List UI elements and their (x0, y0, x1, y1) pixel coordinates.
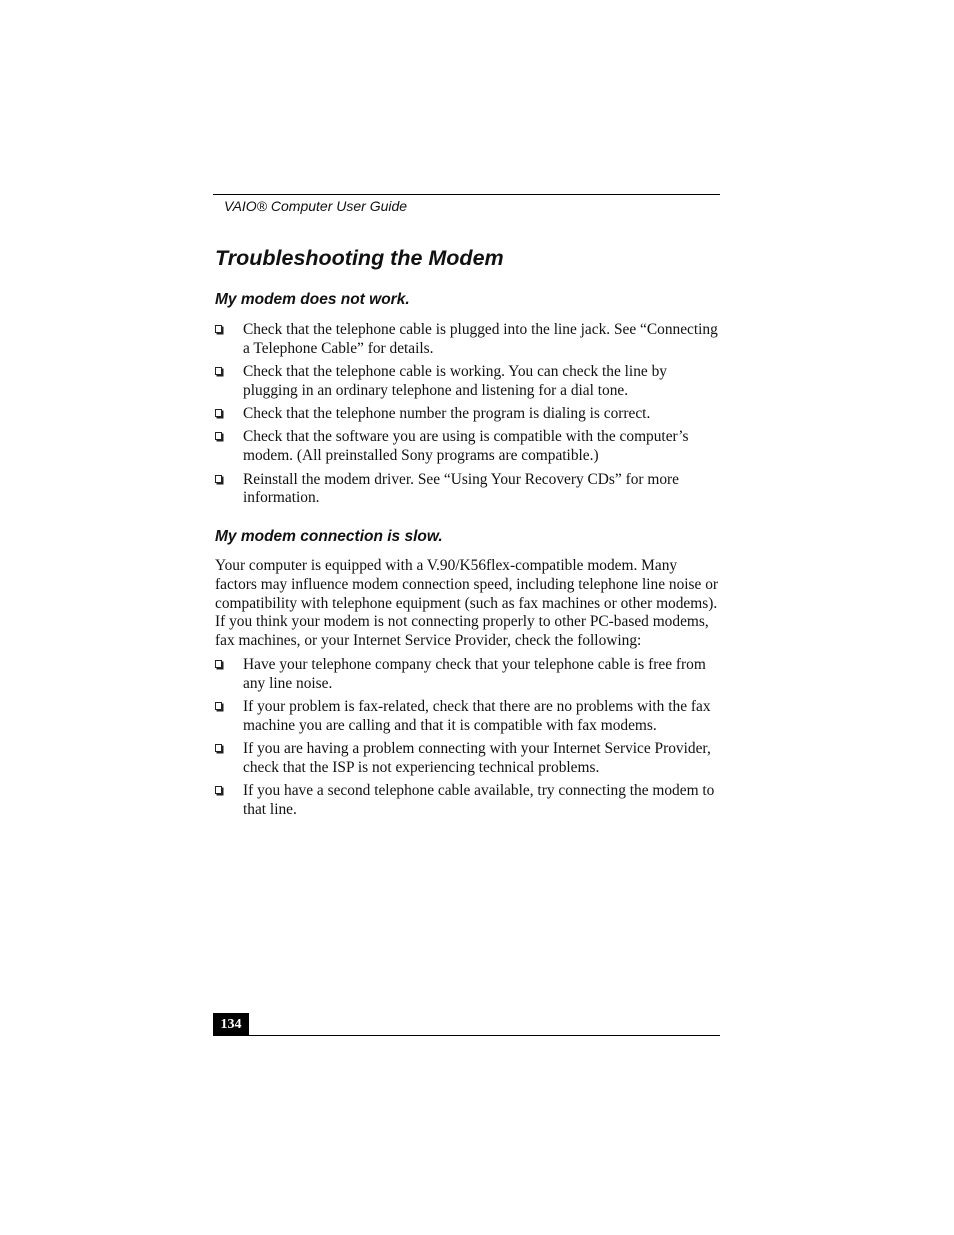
list-item-text: Have your telephone company check that your telephone cable is free from any line noise. (243, 656, 706, 692)
list-item-text: Check that the telephone cable is working. You can check the line by plugging in an ordinary telephone and listening for a dial tone. (243, 363, 667, 399)
checkbox-bullet-icon (215, 786, 222, 794)
list-item (215, 321, 720, 359)
list-item-text: Check that the software you are using is compatible with the computer’s modem. (All preinstalled Sony programs are compatible.) (243, 428, 689, 465)
list-item-text: If your problem is fax-related, check that there are no problems with the fax machine you are calling and that it is compatible with fax modems. (243, 698, 711, 734)
list-item-text: If you are having a problem connecting with your Internet Service Provider, check that the ISP is not experiencing technical problems. (243, 740, 711, 776)
checkbox-bullet-icon (215, 702, 222, 710)
list-item-text: If you have a second telephone cable available, try connecting the modem to that line. (243, 782, 715, 819)
list-item (215, 471, 720, 509)
list-item-text: Reinstall the modem driver. See “Using Your Recovery CDs” for more information. (243, 470, 679, 507)
checklist-modem-not-working (215, 321, 720, 513)
footer-rule (213, 1035, 720, 1036)
checkbox-bullet-icon (215, 409, 222, 417)
intro-paragraph: Your computer is equipped with a V.90/K56flex-compatible modem. Many factors may influence modem connection speed, including telephone line noise or compatibility with telephone equipment (such as fax machines or other modems). If you think your modem is not connecting properly to other PC-based modems, fax machines, or your Internet Service Provider, check the following: (215, 557, 719, 650)
checkbox-bullet-icon (215, 432, 222, 440)
section-heading-modem-not-working: My modem does not work. (215, 291, 410, 308)
checkbox-bullet-icon (215, 367, 222, 375)
list-item (215, 698, 720, 736)
checklist-connection-slow (215, 656, 720, 824)
page-title: Troubleshooting the Modem (215, 246, 504, 270)
checkbox-bullet-icon (215, 325, 222, 333)
list-item (215, 428, 720, 466)
list-item-text: Check that the telephone cable is plugged into the line jack. See “Connecting a Telephone Cable” for details. (243, 321, 718, 357)
checkbox-bullet-icon (215, 744, 222, 752)
list-item (215, 782, 720, 820)
checkbox-bullet-icon (215, 660, 222, 668)
list-item (215, 405, 720, 424)
list-item-text: Check that the telephone number the program is dialing is correct. (243, 405, 651, 423)
section-heading-connection-slow: My modem connection is slow. (215, 528, 443, 545)
list-item (215, 740, 720, 778)
checkbox-bullet-icon (215, 475, 222, 483)
list-item (215, 363, 720, 401)
header-rule (213, 194, 720, 195)
running-header: VAIO® Computer User Guide (224, 198, 408, 214)
page-number: 134 (213, 1013, 249, 1036)
list-item (215, 656, 720, 694)
